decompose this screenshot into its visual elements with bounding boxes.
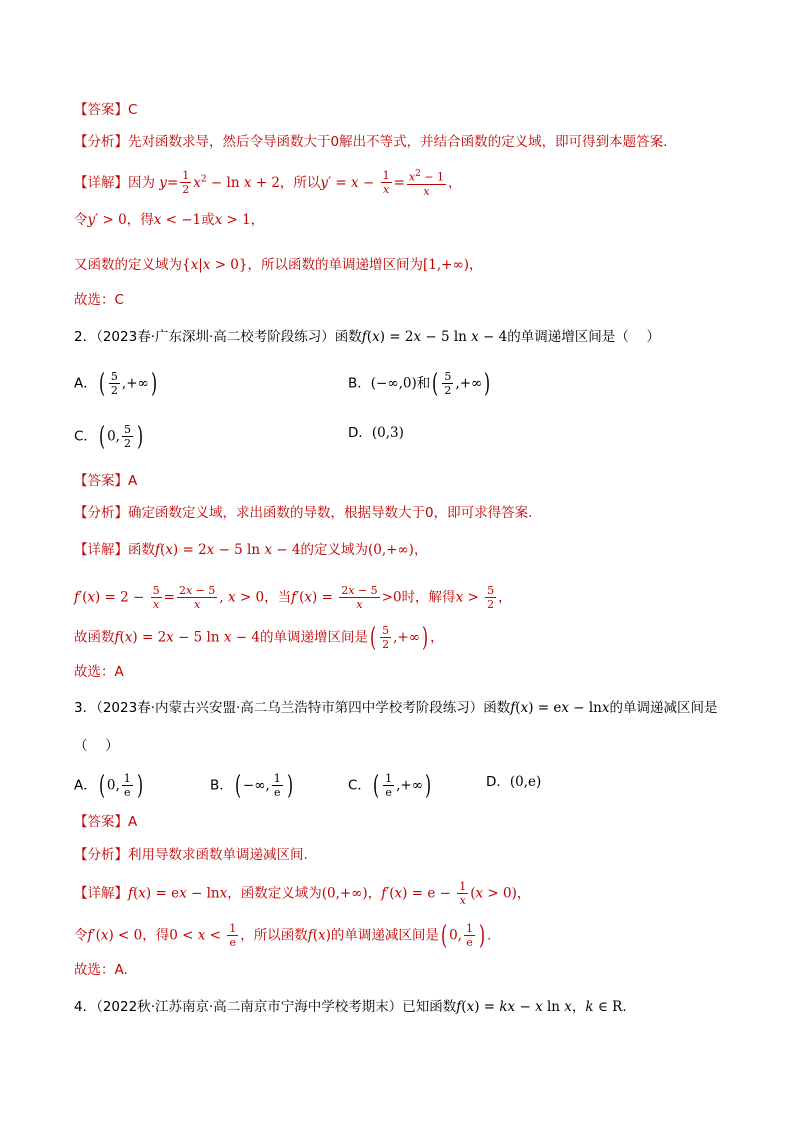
analysis-text: 确定函数定义域，求出函数的导数，根据导数大于0，即可求得答案. bbox=[128, 505, 533, 521]
fraction: $\frac{1}{x}$ bbox=[382, 169, 390, 197]
detail-text: . bbox=[487, 927, 492, 944]
detail-text: ，所以 bbox=[279, 174, 321, 191]
q3-option-b[interactable]: B．( −∞, $\frac{1}{e}$ ) bbox=[210, 770, 293, 801]
q2-answer-line bbox=[74, 471, 137, 491]
stem-text: 3．（2023春·内蒙古兴安盟·高二乌兰浩特市第四中学校考阶段练习）函数 bbox=[74, 700, 511, 716]
q3-detail-line-1: 【详解】f(x) = ex − lnx，函数定义域为(0,+∞)，f′(x) = e − $\frac{1}{x}$ (x > 0)， bbox=[74, 880, 531, 907]
answer-tag: 【答案】 bbox=[74, 814, 128, 830]
option-text: 和 bbox=[416, 375, 431, 392]
detail-text: ， bbox=[516, 885, 531, 902]
detail-text: 的定义域为 bbox=[300, 542, 368, 558]
option-label: D． bbox=[486, 774, 510, 790]
detail-text: ， bbox=[498, 589, 512, 606]
q2-detail-line-2: f′(x) = 2 − $\frac{5}{x}$ = $\frac{2x - 5}{x}$ , x > 0，当f′(x) = $\frac{2x - 5}{x}$ >0时，解得x > $\frac{5}{2}$ ， bbox=[74, 584, 512, 611]
q2-detail-line-3: 故函数f(x) = 2x − 5 ln x − 4的单调递增区间是( $\frac{5}{2}$ ,+∞) ， bbox=[74, 622, 444, 653]
q3-choice: 故选：A. bbox=[74, 962, 128, 978]
q2-analysis-line bbox=[74, 503, 532, 523]
q2-detail-line-1: 【详解】函数f(x) = 2x − 5 ln x − 4的定义域为(0,+∞)， bbox=[74, 542, 428, 558]
answer-value: A bbox=[128, 814, 138, 830]
option-label: B． bbox=[210, 777, 233, 794]
detail-text: 因为 bbox=[128, 174, 155, 191]
detail-text: ，所以函数的单调递增区间为 bbox=[247, 257, 423, 273]
q3-detail-line-2: 令f′(x) < 0，得0 < x < $\frac{1}{e}$ ，所以函数f(x)的单调递减区间是( 0, $\frac{1}{e}$ ) . bbox=[74, 920, 492, 951]
option-value: (0,e) bbox=[509, 774, 542, 790]
detail-text: ， bbox=[250, 212, 265, 228]
q4-stem: 4．（2022秋·江苏南京·高二南京市宁海中学校考期末）已知函数f(x) = kx − x ln x，k ∈ R. bbox=[74, 999, 627, 1015]
stem-text: 的单调递减区间是 bbox=[609, 700, 718, 716]
option-label: C． bbox=[74, 428, 97, 445]
detail-text: 或 bbox=[201, 212, 215, 228]
detail-text: ，所以函数 bbox=[240, 927, 308, 944]
analysis-tag: 【分析】 bbox=[74, 847, 128, 863]
detail-text: 令 bbox=[74, 212, 88, 228]
detail-text: 的单调递增区间是 bbox=[259, 629, 368, 646]
detail-text: 令 bbox=[74, 927, 88, 944]
stem-text: ， bbox=[571, 999, 586, 1015]
detail-text: 故函数 bbox=[74, 629, 115, 646]
option-label: A． bbox=[74, 375, 97, 392]
option-label: A． bbox=[74, 777, 97, 794]
option-label: D． bbox=[348, 425, 372, 441]
detail-text: ，得 bbox=[126, 212, 154, 228]
detail-tag: 【详解】 bbox=[74, 542, 128, 558]
q1-detail-line-3: 又函数的定义域为{x|x > 0}，所以函数的单调递增区间为[1,+∞)， bbox=[74, 257, 483, 273]
q3-stem: 3．（2023春·内蒙古兴安盟·高二乌兰浩特市第四中学校考阶段练习）函数f(x) = ex − lnx的单调递减区间是 bbox=[74, 700, 718, 716]
q2-option-b[interactable]: B．(−∞,0)和( $\frac{5}{2}$ ,+∞) bbox=[348, 368, 491, 399]
detail-text: ，函数定义域为 bbox=[227, 885, 322, 902]
detail-text: ， bbox=[468, 257, 483, 273]
answer-tag: 【答案】 bbox=[74, 102, 128, 118]
stem-text: . bbox=[622, 999, 627, 1015]
q3-stem-paren: （ ） bbox=[74, 738, 119, 754]
stem-text: 的单调递增区间是（ ） bbox=[507, 329, 661, 345]
q2-option-d[interactable] bbox=[348, 423, 404, 443]
option-value: (0,3) bbox=[371, 425, 404, 441]
answer-value: C bbox=[128, 102, 138, 118]
analysis-text: 先对函数求导，然后令导函数大于0解出不等式，并结合函数的定义域，即可得到本题答案. bbox=[128, 134, 668, 150]
option-label: B． bbox=[348, 375, 371, 392]
detail-text: 时，解得 bbox=[401, 589, 456, 606]
q2-option-c[interactable]: C．( 0, $\frac{5}{2}$ ) bbox=[74, 421, 144, 452]
stem-text: 2．（2023春·广东深圳·高二校考阶段练习）函数 bbox=[74, 329, 362, 345]
detail-tag: 【详解】 bbox=[74, 885, 128, 902]
detail-tag: 【详解】 bbox=[74, 174, 128, 191]
q3-option-a[interactable]: A．( 0, $\frac{1}{e}$ ) bbox=[74, 770, 143, 801]
answer-value: A bbox=[128, 473, 138, 489]
detail-text: ， bbox=[413, 542, 428, 558]
fraction: $\frac{1}{2}$ bbox=[182, 169, 190, 197]
answer-tag: 【答案】 bbox=[74, 473, 128, 489]
q3-answer-line bbox=[74, 812, 137, 832]
fraction: $\frac{x^2 - 1}{x}$ bbox=[408, 169, 445, 198]
detail-text: ，当 bbox=[264, 589, 292, 606]
detail-text: 函数 bbox=[128, 542, 155, 558]
q1-answer-line bbox=[74, 100, 137, 120]
q2-stem: 2．（2023春·广东深圳·高二校考阶段练习）函数f(x) = 2x − 5 ln x − 4的单调递增区间是（ ） bbox=[74, 329, 661, 345]
q1-choice: 故选：C bbox=[74, 292, 124, 308]
analysis-text: 利用导数求函数单调递减区间. bbox=[128, 847, 308, 863]
option-label: C． bbox=[348, 777, 371, 794]
detail-text: 又函数的定义域为 bbox=[74, 257, 182, 273]
q1-detail-line-2: 令y′ > 0，得x < −1或x > 1， bbox=[74, 212, 265, 228]
stem-text: 4．（2022秋·江苏南京·高二南京市宁海中学校考期末）已知函数 bbox=[74, 999, 457, 1015]
q3-option-d[interactable] bbox=[486, 772, 541, 792]
detail-text: ， bbox=[367, 885, 382, 902]
analysis-tag: 【分析】 bbox=[74, 505, 128, 521]
detail-text: ，得 bbox=[142, 927, 170, 944]
q1-analysis-line bbox=[74, 132, 667, 152]
analysis-tag: 【分析】 bbox=[74, 134, 128, 150]
q2-choice: 故选：A bbox=[74, 664, 124, 680]
q3-option-c[interactable]: C．( $\frac{1}{e}$ ,+∞) bbox=[348, 770, 432, 801]
q3-analysis-line bbox=[74, 845, 308, 865]
detail-text: ， bbox=[430, 629, 444, 646]
q1-detail-line-1: 【详解】因为 y= $\frac{1}{2}$ $x^2 - \ln x + 2$，所以y′ = x − $\frac{1}{x}$ = $\frac{x^2 - 1}{x}$ ， bbox=[74, 169, 462, 198]
formula: y bbox=[159, 174, 167, 191]
q2-option-a[interactable]: A．( $\frac{5}{2}$ ,+∞) bbox=[74, 368, 157, 399]
detail-text: 的单调递减区间是 bbox=[330, 927, 439, 944]
